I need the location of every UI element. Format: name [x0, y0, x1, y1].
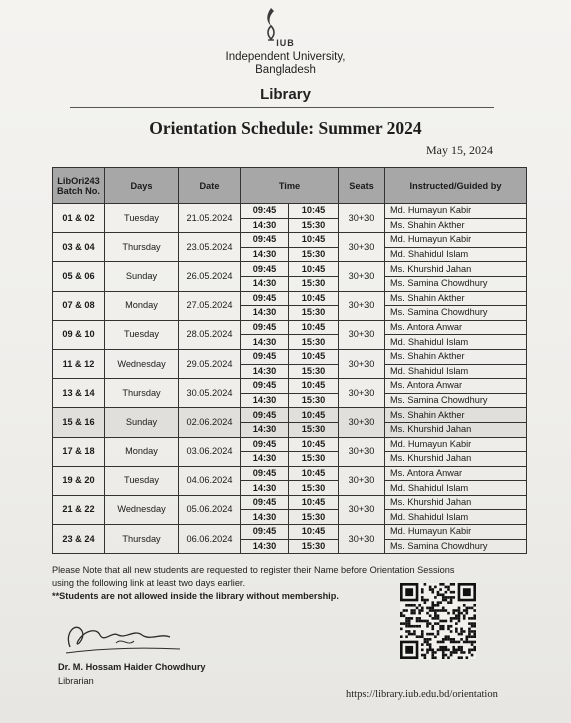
instructor-cell: Md. Humayun Kabir [385, 525, 527, 540]
instructor-cell: Ms. Antora Anwar [385, 466, 527, 481]
table-row [53, 349, 527, 364]
end-time-cell: 15:30 [289, 276, 339, 291]
registration-note: Please Note that all new students are requested to register their Name before Orientation Sessions using the following link at least two days earlier. [52, 565, 455, 588]
issue-date: May 15, 2024 [426, 143, 493, 157]
instructor-cell: Ms. Samina Chowdhury [385, 306, 527, 321]
seats-cell: 30+30 [339, 349, 385, 378]
batch-cell: 15 & 16 [53, 408, 105, 437]
day-cell: Sunday [105, 262, 179, 291]
end-time-cell: 15:30 [289, 335, 339, 350]
day-cell: Tuesday [105, 204, 179, 233]
start-time-cell: 14:30 [241, 539, 289, 554]
header-date: Date [179, 168, 241, 204]
instructor-cell: Ms. Khurshid Jahan [385, 422, 527, 437]
seats-cell: 30+30 [339, 379, 385, 408]
instructor-cell: Ms. Shahin Akther [385, 218, 527, 233]
header-batch [53, 168, 105, 204]
end-time-cell: 10:45 [289, 204, 339, 219]
table-row [53, 262, 527, 277]
header-days: Days [105, 168, 179, 204]
date-cell: 26.05.2024 [179, 262, 241, 291]
table-header-row [53, 168, 527, 204]
start-time-cell: 09:45 [241, 204, 289, 219]
date-cell: 04.06.2024 [179, 466, 241, 495]
instructor-cell: Ms. Khurshid Jahan [385, 452, 527, 467]
start-time-cell: 14:30 [241, 247, 289, 262]
end-time-cell: 15:30 [289, 306, 339, 321]
instructor-cell: Md. Shahidul Islam [385, 335, 527, 350]
header-seats: Seats [339, 168, 385, 204]
day-cell: Thursday [105, 525, 179, 554]
start-time-cell: 14:30 [241, 335, 289, 350]
start-time-cell: 09:45 [241, 379, 289, 394]
end-time-cell: 10:45 [289, 349, 339, 364]
start-time-cell: 09:45 [241, 262, 289, 277]
instructor-cell: Ms. Khurshid Jahan [385, 495, 527, 510]
date-cell: 21.05.2024 [179, 204, 241, 233]
signatory-name: Dr. M. Hossam Haider Chowdhury [58, 662, 206, 672]
batch-cell: 13 & 14 [53, 379, 105, 408]
batch-cell: 19 & 20 [53, 466, 105, 495]
date-cell: 03.06.2024 [179, 437, 241, 466]
end-time-cell: 15:30 [289, 218, 339, 233]
date-cell: 23.05.2024 [179, 233, 241, 262]
start-time-cell: 14:30 [241, 393, 289, 408]
membership-note: **Students are not allowed inside the library without membership. [52, 591, 339, 601]
instructor-cell: Ms. Antora Anwar [385, 320, 527, 335]
end-time-cell: 10:45 [289, 320, 339, 335]
end-time-cell: 15:30 [289, 452, 339, 467]
day-cell: Thursday [105, 379, 179, 408]
end-time-cell: 10:45 [289, 233, 339, 248]
seats-cell: 30+30 [339, 495, 385, 524]
day-cell: Wednesday [105, 495, 179, 524]
end-time-cell: 15:30 [289, 364, 339, 379]
instructor-cell: Md. Shahidul Islam [385, 364, 527, 379]
instructor-cell: Ms. Shahin Akther [385, 349, 527, 364]
table-row [53, 233, 527, 248]
batch-cell: 11 & 12 [53, 349, 105, 378]
instructor-cell: Ms. Antora Anwar [385, 379, 527, 394]
batch-cell: 21 & 22 [53, 495, 105, 524]
header-batch-code: LibOri243 [57, 175, 100, 186]
university-line: Independent University, [225, 51, 346, 63]
instructor-cell: Ms. Samina Chowdhury [385, 539, 527, 554]
table-row [53, 437, 527, 452]
start-time-cell: 09:45 [241, 466, 289, 481]
seats-cell: 30+30 [339, 233, 385, 262]
start-time-cell: 09:45 [241, 233, 289, 248]
day-cell: Wednesday [105, 349, 179, 378]
instructor-cell: Ms. Samina Chowdhury [385, 276, 527, 291]
table-row [53, 495, 527, 510]
end-time-cell: 15:30 [289, 422, 339, 437]
table-row [53, 466, 527, 481]
header-time: Time [241, 168, 339, 204]
page-title: Orientation Schedule: Summer 2024 [149, 118, 422, 138]
start-time-cell: 14:30 [241, 306, 289, 321]
table-row [53, 408, 527, 423]
schedule-table [52, 167, 527, 554]
signature [56, 613, 186, 659]
date-cell: 05.06.2024 [179, 495, 241, 524]
seats-cell: 30+30 [339, 204, 385, 233]
end-time-cell: 15:30 [289, 539, 339, 554]
qr-code-icon[interactable] [400, 583, 476, 659]
seats-cell: 30+30 [339, 291, 385, 320]
batch-cell: 17 & 18 [53, 437, 105, 466]
instructor-cell: Ms. Khurshid Jahan [385, 262, 527, 277]
start-time-cell: 14:30 [241, 364, 289, 379]
end-time-cell: 10:45 [289, 525, 339, 540]
day-cell: Monday [105, 437, 179, 466]
seats-cell: 30+30 [339, 466, 385, 495]
date-cell: 06.06.2024 [179, 525, 241, 554]
start-time-cell: 09:45 [241, 291, 289, 306]
instructor-cell: Ms. Shahin Akther [385, 291, 527, 306]
table-row [53, 320, 527, 335]
start-time-cell: 09:45 [241, 349, 289, 364]
date-cell: 30.05.2024 [179, 379, 241, 408]
end-time-cell: 15:30 [289, 510, 339, 525]
start-time-cell: 09:45 [241, 408, 289, 423]
header-batch-label: Batch No. [57, 185, 100, 196]
batch-cell: 23 & 24 [53, 525, 105, 554]
batch-cell: 03 & 04 [53, 233, 105, 262]
start-time-cell: 09:45 [241, 495, 289, 510]
seats-cell: 30+30 [339, 437, 385, 466]
end-time-cell: 15:30 [289, 481, 339, 496]
table-row [53, 204, 527, 219]
instructor-cell: Ms. Samina Chowdhury [385, 393, 527, 408]
day-cell: Thursday [105, 233, 179, 262]
start-time-cell: 14:30 [241, 422, 289, 437]
seats-cell: 30+30 [339, 525, 385, 554]
header-instructor: Instructed/Guided by [385, 168, 527, 204]
day-cell: Sunday [105, 408, 179, 437]
instructor-cell: Ms. Shahin Akther [385, 408, 527, 423]
end-time-cell: 10:45 [289, 466, 339, 481]
table-row [53, 291, 527, 306]
date-cell: 02.06.2024 [179, 408, 241, 437]
batch-cell: 05 & 06 [53, 262, 105, 291]
date-cell: 28.05.2024 [179, 320, 241, 349]
day-cell: Monday [105, 291, 179, 320]
end-time-cell: 10:45 [289, 291, 339, 306]
end-time-cell: 10:45 [289, 379, 339, 394]
start-time-cell: 14:30 [241, 276, 289, 291]
batch-cell: 01 & 02 [53, 204, 105, 233]
start-time-cell: 09:45 [241, 320, 289, 335]
orientation-link[interactable]: https://library.iub.edu.bd/orientation [346, 689, 498, 700]
header-divider [70, 107, 494, 108]
department-name: Library [260, 86, 311, 103]
end-time-cell: 10:45 [289, 262, 339, 277]
end-time-cell: 15:30 [289, 393, 339, 408]
signatory-title: Librarian [58, 676, 94, 686]
university-name [0, 51, 571, 77]
seats-cell: 30+30 [339, 320, 385, 349]
day-cell: Tuesday [105, 466, 179, 495]
start-time-cell: 14:30 [241, 481, 289, 496]
end-time-cell: 10:45 [289, 495, 339, 510]
instructor-cell: Md. Humayun Kabir [385, 437, 527, 452]
table-row [53, 379, 527, 394]
seats-cell: 30+30 [339, 262, 385, 291]
start-time-cell: 14:30 [241, 452, 289, 467]
start-time-cell: 14:30 [241, 510, 289, 525]
start-time-cell: 09:45 [241, 437, 289, 452]
day-cell: Tuesday [105, 320, 179, 349]
end-time-cell: 15:30 [289, 247, 339, 262]
instructor-cell: Md. Humayun Kabir [385, 233, 527, 248]
table-row [53, 525, 527, 540]
seats-cell: 30+30 [339, 408, 385, 437]
batch-cell: 09 & 10 [53, 320, 105, 349]
batch-cell: 07 & 08 [53, 291, 105, 320]
date-cell: 27.05.2024 [179, 291, 241, 320]
end-time-cell: 10:45 [289, 408, 339, 423]
instructor-cell: Md. Shahidul Islam [385, 481, 527, 496]
country-line: Bangladesh [255, 64, 316, 76]
instructor-cell: Md. Humayun Kabir [385, 204, 527, 219]
instructor-cell: Md. Shahidul Islam [385, 247, 527, 262]
logo-text: IUB [276, 38, 295, 48]
start-time-cell: 14:30 [241, 218, 289, 233]
date-cell: 29.05.2024 [179, 349, 241, 378]
end-time-cell: 10:45 [289, 437, 339, 452]
instructor-cell: Md. Shahidul Islam [385, 510, 527, 525]
start-time-cell: 09:45 [241, 525, 289, 540]
